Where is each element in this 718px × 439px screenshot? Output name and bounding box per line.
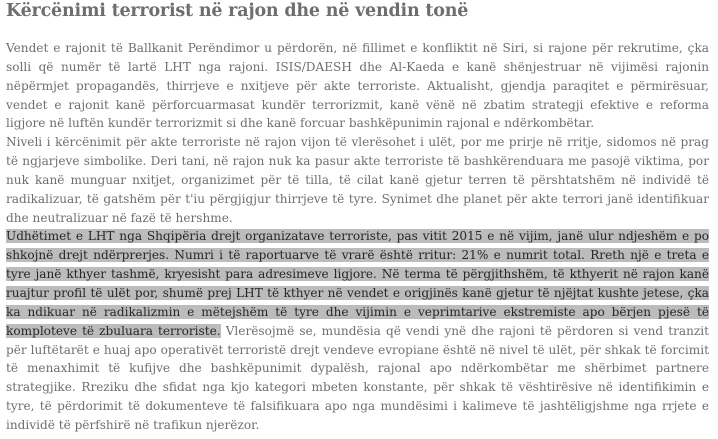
paragraph-transit-risk: Vlerësojmë se, mundësia që vendi ynë dhe rajoni të përdoren si vend tranzit për luftëtarët e huaj apo operativët terroristë drejt vendeve evropiane është në nivel të ulët, për shkak të forcimit të menaxhimit të kufijve dhe bashkëpunimit dypalësh, rajonal apo ndërkombëtar me shërbimet partnere strategjike. Rreziku dhe sfidat nga kjo kategori mbeten konstante, për shkak të vështirësive në identifikimin e tyre, të përdorimit të dokumenteve të falsifikuara apo nga mundësimi i kalimeve të jashtëligjshme nga rrjete e individë të përfshirë në trafikun njerëzor. xyxy=(6,323,709,432)
paragraph-foreign-fighters xyxy=(6,227,709,434)
highlighted-text-selection: Udhëtimet e LHT nga Shqipëria drejt organizatave terroriste, pas vitit 2015 e në vijim, janë ulur ndjeshëm e po shkojnë drejt ndërprerjes. Numri i të raportuarve të vrarë është rritur: 21% e numrit total. Rreth një e treta e tyre janë kthyer tashmë, kryesisht para adresimeve ligjore. Në terma të përgjithshëm, të kthyerit në rajon kanë ruajtur profil të ulët por, shumë prej LHT të kthyer në vendet e origjinës kanë gjetur të njëjtat kushte jetese, çka ka ndikuar në radikalizmin e mëtejshëm të tyre dhe vijimin e veprimtarive ekstremiste apo bërjen pjesë të komploteve të zbuluara terroriste. xyxy=(6,229,709,338)
page-title: Kërcënimi terrorist në rajon dhe në vendin tonë xyxy=(6,1,469,21)
document-page xyxy=(6,0,709,435)
paragraph-threat-level: Niveli i kërcënimit për akte terroriste në rajon vijon të vlerësohet i ulët, por me prirje në rritje, sidomos në prag të ngjarjeve simbolike. Deri tani, në rajon nuk ka pasur akte terroriste të bashkërenduara me pasojë viktima, por nuk kanë munguar nxitjet, organizimet për të tilla, të cilat kanë gjetur terren të përshtatshëm në individë të radikalizuar, të gatshëm për t'iu përgjigjur thirrjeve të tyre. Synimet dhe planet për akte terrori janë identifikuar dhe neutralizuar në fazë të hershme. xyxy=(6,135,709,225)
paragraph-regional-context: Vendet e rajonit të Ballkanit Perëndimor u përdorën, në fillimet e konfliktit në Siri, si rajone për rekrutime, çka solli që numër të lartë LHT nga rajoni. ISIS/DAESH dhe Al-Kaeda e kanë shënjestruar në vijimësi rajonin nëpërmjet propagandës, thirrjeve e nxitjeve për akte terroriste. Aktualisht, gjendja paraqitet e përmirësuar, vendet e rajonit kanë përforcuarmasat kundër terrorizmit, kanë vënë në zbatim strategji efektive e reforma ligjore në luftën kundër terrorizmit si dhe kanë forcuar bashkëpunimin rajonal e ndërkombëtar. xyxy=(6,41,709,131)
